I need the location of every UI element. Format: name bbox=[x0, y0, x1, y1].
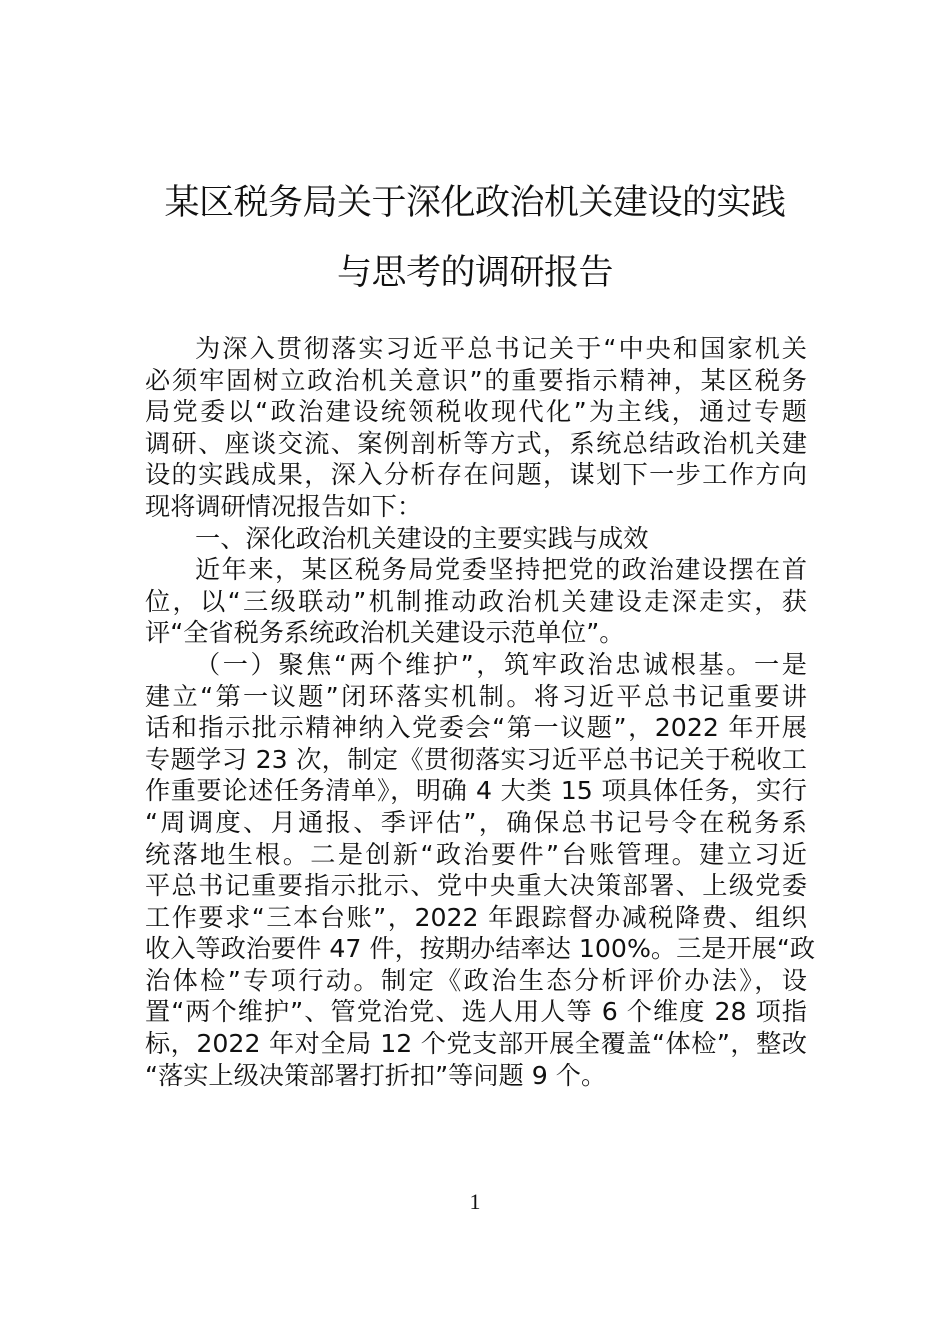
section-intro-line: 评“全省税务系统政治机关建设示范单位”。 bbox=[145, 618, 625, 648]
intro-line: 调研、座谈交流、案例剖析等方式，系统总结政治机关建 bbox=[145, 428, 807, 458]
title-line-2: 与思考的调研报告 bbox=[336, 253, 613, 293]
section-heading: 一、深化政治机关建设的主要实践与成效 bbox=[195, 523, 649, 553]
subsection-line: 话和指示批示精神纳入党委会“第一议题”，2022 年开展 bbox=[145, 713, 807, 743]
intro-line: 必须牢固树立政治机关意识”的重要指示精神，某区税务 bbox=[145, 365, 807, 395]
document-body bbox=[145, 333, 816, 1091]
subsection-line: 标，2022 年对全局 12 个党支部开展全覆盖“体检”，整改 bbox=[145, 1029, 807, 1059]
subsection-line: 工作要求“三本台账”，2022 年跟踪督办减税降费、组织 bbox=[145, 902, 807, 932]
subsection-line: 作重要论述任务清单》，明确 4 大类 15 项具体任务，实行 bbox=[145, 776, 807, 806]
subsection-line: 治体检”专项行动。制定《政治生态分析评价办法》，设 bbox=[145, 965, 807, 995]
subsection-line: 平总书记重要指示批示、党中央重大决策部署、上级党委 bbox=[145, 871, 807, 901]
section-intro-line: 近年来，某区税务局党委坚持把党的政治建设摆在首 bbox=[195, 555, 807, 585]
intro-line: 设的实践成果，深入分析存在问题，谋划下一步工作方向 bbox=[145, 460, 807, 490]
title-line-1: 某区税务局关于深化政治机关建设的实践 bbox=[164, 183, 786, 223]
subsection-line: （一）聚焦“两个维护”，筑牢政治忠诚根基。一是 bbox=[195, 649, 807, 679]
intro-line: 现将调研情况报告如下： bbox=[145, 491, 423, 521]
subsection-line: “周调度、月通报、季评估”，确保总书记号令在税务系 bbox=[145, 807, 807, 837]
subsection-line: 专题学习 23 次，制定《贯彻落实习近平总书记关于税收工 bbox=[145, 744, 807, 774]
subsection-line: 统落地生根。二是创新“政治要件”台账管理。建立习近 bbox=[145, 839, 807, 869]
subsection-line: “落实上级决策部署打折扣”等问题 9 个。 bbox=[145, 1060, 607, 1090]
page-number: 1 bbox=[469, 1189, 481, 1214]
intro-line: 为深入贯彻落实习近平总书记关于“中央和国家机关 bbox=[195, 334, 807, 363]
section-intro-line: 位，以“三级联动”机制推动政治机关建设走深走实，获 bbox=[145, 586, 807, 616]
intro-line: 局党委以“政治建设统领税收现代化”为主线，通过专题 bbox=[145, 397, 807, 427]
document-title bbox=[140, 168, 810, 308]
subsection-line: 置“两个维护”、管党治党、选人用人等 6 个维度 28 项指 bbox=[145, 997, 807, 1027]
subsection-line: 收入等政治要件 47 件，按期办结率达 100%。三是开展“政 bbox=[145, 934, 816, 964]
subsection-line: 建立“第一议题”闭环落实机制。将习近平总书记重要讲 bbox=[145, 681, 807, 711]
